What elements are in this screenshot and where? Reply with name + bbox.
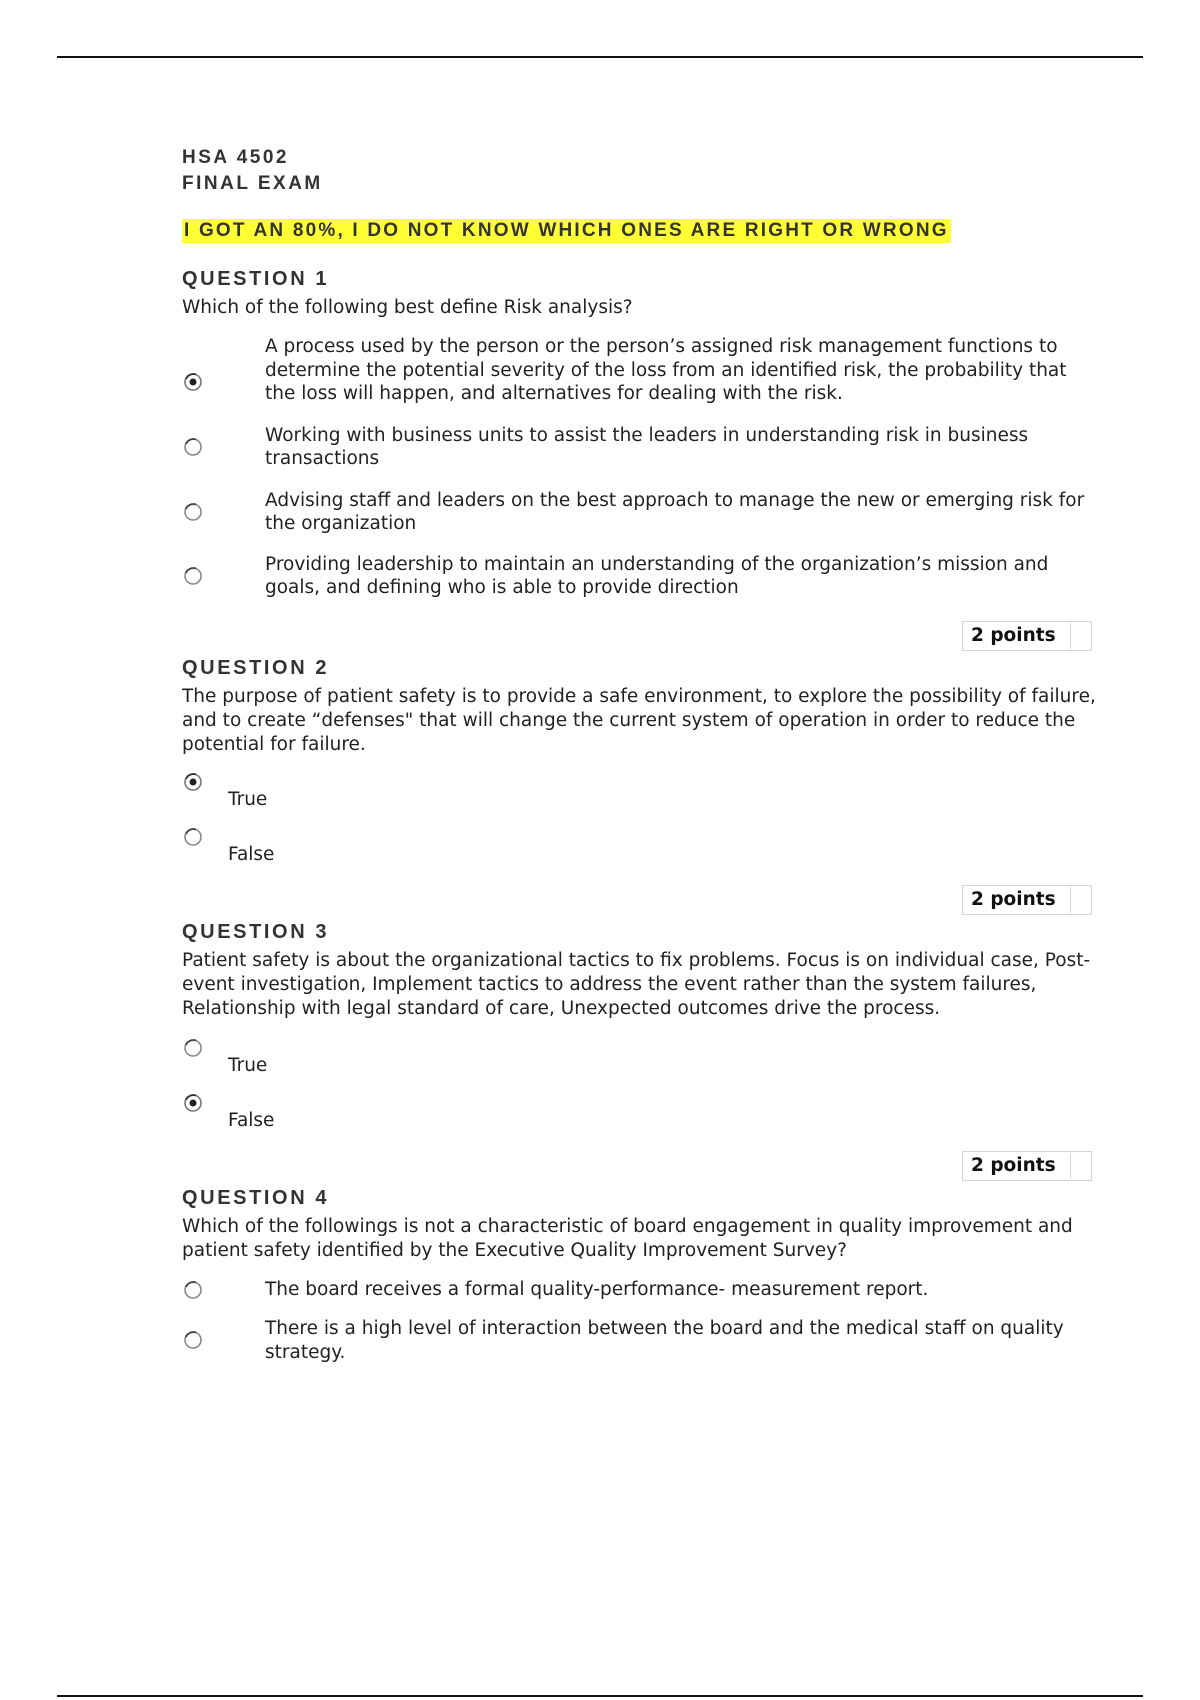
answer-option[interactable] (182, 424, 1102, 471)
bottom-rule (57, 1695, 1143, 1697)
question-1 (182, 266, 1102, 600)
answer-option[interactable] (182, 1317, 1102, 1364)
radio-selected-icon[interactable] (182, 771, 204, 793)
answer-option[interactable] (182, 553, 1102, 600)
question-text: Which of the following best define Risk analysis? (182, 297, 633, 318)
question-3 (182, 919, 1102, 1147)
answer-option-true[interactable] (182, 1037, 1102, 1092)
radio-unselected-icon[interactable] (182, 1037, 204, 1059)
radio-selected-icon[interactable] (182, 1092, 204, 1114)
points-badge: 2 points (962, 885, 1092, 915)
answer-option[interactable] (182, 1278, 1102, 1302)
answer-option-true[interactable] (182, 771, 1102, 826)
radio-unselected-icon[interactable] (182, 1329, 204, 1351)
question-text: Which of the followings is not a characteristic of board engagement in quality improvement and patient safety identified by the Executive Quality Improvement Survey? (182, 1215, 1073, 1261)
top-rule (57, 56, 1143, 58)
option-label: A process used by the person or the person’s assigned risk management functions to determine the potential severity of the loss from an identified risk, the probability that the loss will happen, and alternatives for dealing with the risk. (265, 336, 1067, 404)
radio-selected-icon[interactable] (182, 371, 204, 393)
option-label: True (228, 788, 268, 810)
radio-unselected-icon[interactable] (182, 1279, 204, 1301)
answer-option-false[interactable] (182, 826, 1102, 881)
option-label: Providing leadership to maintain an understanding of the organization’s mission and goals, and defining who is able to provide direction (265, 553, 1049, 598)
question-text: The purpose of patient safety is to provide a safe environment, to explore the possibility of failure, and to create “defenses" that will change the current system of operation in order to reduce the potential for failure. (182, 685, 1096, 755)
question-heading: QUESTION 3 (182, 920, 330, 943)
exam-document (182, 145, 1102, 1364)
option-label: False (228, 1109, 275, 1131)
question-2 (182, 655, 1102, 881)
option-label: There is a high level of interaction between the board and the medical staff on quality strategy. (265, 1318, 1064, 1363)
radio-unselected-icon[interactable] (182, 501, 204, 523)
question-4 (182, 1185, 1102, 1365)
exam-title: FINAL EXAM (182, 173, 323, 194)
radio-unselected-icon[interactable] (182, 436, 204, 458)
points-badge: 2 points (962, 1151, 1092, 1181)
option-label: True (228, 1054, 268, 1076)
course-code: HSA 4502 (182, 147, 289, 168)
question-heading: QUESTION 2 (182, 656, 330, 679)
radio-unselected-icon[interactable] (182, 565, 204, 587)
question-text: Patient safety is about the organizational tactics to fix problems. Focus is on individual case, Post- event investigation, Implement tactics to address the event rather than the system failures, Relationship with legal standard of care, Unexpected outcomes drive the process. (182, 949, 1091, 1019)
points-badge: 2 points (962, 621, 1092, 651)
radio-unselected-icon[interactable] (182, 826, 204, 848)
answer-option-false[interactable] (182, 1092, 1102, 1147)
highlight-note: I GOT AN 80%, I DO NOT KNOW WHICH ONES ARE RIGHT OR WRONG (184, 220, 949, 241)
question-heading: QUESTION 1 (182, 268, 330, 290)
option-label: Advising staff and leaders on the best approach to manage the new or emerging risk for the organization (265, 489, 1085, 534)
option-label: The board receives a formal quality-performance- measurement report. (265, 1278, 929, 1300)
question-heading: QUESTION 4 (182, 1186, 330, 1209)
option-label: Working with business units to assist the leaders in understanding risk in business transactions (265, 424, 1029, 469)
answer-option[interactable] (182, 489, 1102, 536)
answer-option[interactable] (182, 335, 1102, 406)
option-label: False (228, 843, 275, 865)
